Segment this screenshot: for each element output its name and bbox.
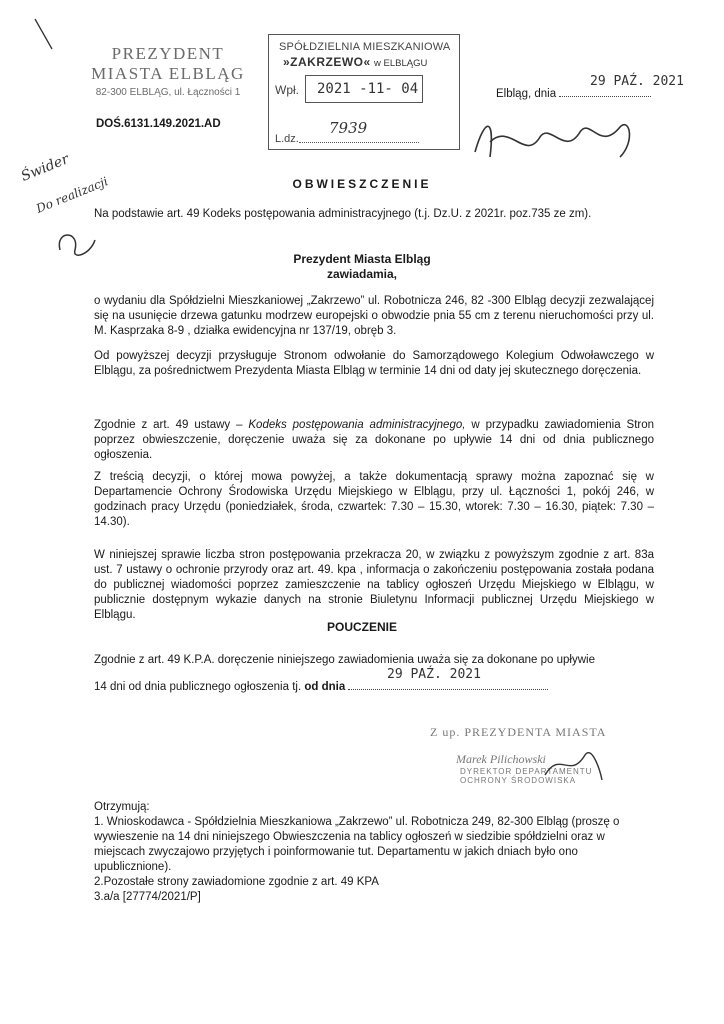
signature-role1: DYREKTOR DEPARTAMENTU [460,767,593,776]
pouczenie-line1: Zgodnie z art. 49 K.P.A. doręczenie niniejszego zawiadomienia uważa się za dokonane po upływie [94,654,595,666]
date-dotted-line [559,96,651,97]
office-header [78,44,258,100]
announcer-name: Prezydent Miasta Elbląg [293,252,431,266]
office-line2: MIASTA ELBLĄG [91,64,245,83]
office-address: 82-300 ELBLĄG, ul. Łączności 1 [95,87,241,98]
recipients-heading: Otrzymują: [94,801,150,813]
office-line1: PREZYDENT [111,44,225,63]
document-title: OBWIESZCZENIE [292,177,432,191]
stamp-line2 [283,55,427,69]
margin-note-1: Świder [18,151,72,185]
signature-authority: Z up. PREZYDENTA MIASTA [430,725,607,739]
recipients-section [94,800,654,905]
paragraph-parties: W niniejszej sprawie liczba stron postępowania przekracza 20, w związku z powyższym zgodnie z art. 83a ust. 7 ustawy o ochronie przyrody oraz art. 49. kpa , informacja o zakończeniu postępowania została podana do publicznej wiadomości poprzez zamieszczenie na tablicy ogłoszeń Urzędu Miejskiego w Elblągu, w publicznie dostępnym wykazie danych na stronie Biuletynu Informacji publicznej Urzędu Miejskiego w Elblągu. [94,549,654,621]
p3-text-b: w przypadku zawiadomienia Stron poprzez obwieszczenie, doręczenie uważa się za dokonane po upływie 14 dni od dnia publicznego ogłoszenia. [94,419,655,461]
document-date-line [496,88,651,100]
pouczenie-line2-bold: od dnia [304,681,346,693]
stamp-name: »ZAKRZEWO« [283,55,371,69]
ldz-number: 7939 [329,119,368,137]
signature-name: Marek Pilichowski [456,752,546,766]
recipient-item-2: 2.Pozostałe strony zawiadomione zgodnie z art. 49 KPA [94,876,379,888]
ldz-label: L.dz. [275,133,299,145]
handwritten-signature [470,112,640,172]
pouczenie-heading: POUCZENIE [326,620,397,634]
pouczenie-date-stamp: 29 PAŹ. 2021 [387,667,481,682]
p3-text-a: Zgodnie z art. 49 ustawy – [94,419,249,431]
paragraph-delivery [94,418,654,463]
received-date: 2021 -11- 04 [317,81,419,97]
pouczenie-line2 [94,680,654,695]
recipient-item-1: 1. Wnioskodawca - Spółdzielnia Mieszkaniowa „Zakrzewo” ul. Robotnicza 249, 82-300 Elbląg (proszę o wywieszenie na 14 dni niniejszego Obwieszczenia na tablicy ogłoszeń w siedzibie spółdzielni oraz w miejscach zwyczajowo przyjętych i poinformowanie tut. Departamentu w jakich dniach było ono upublicznione). [94,816,620,873]
recipient-item-3: 3.a/a [27774/2021/P] [94,891,201,903]
corner-mark [30,14,60,54]
legal-basis: Na podstawie art. 49 Kodeks postępowania administracyjnego (t.j. Dz.U. z 2021r. poz.735 ze zm). [94,208,592,220]
pouczenie-line2-prefix: 14 dni od dnia publicznego ogłoszenia tj. [94,681,302,693]
paragraph-documents: Z treścią decyzji, o której mowa powyżej, a także dokumentacją sprawy można zapoznać się w Departamencie Ochrony Środowiska Urzędu Miejskiego w Elblągu, przy ul. Łączności 1, pokój 246, w godzinach pracy Urzędu (poniedziałek, środa, czwartek: 7.30 – 15.30, wtorek: 7.30 – 16.30, piątek: 7.30 – 14.30). [94,471,654,528]
date-stamp: 29 PAŹ. 2021 [590,74,684,89]
announcer-verb: zawiadamia, [326,267,398,281]
received-stamp [268,34,460,150]
paragraph-decision: o wydaniu dla Spółdzielni Mieszkaniowej „Zakrzewo” ul. Robotnicza 246, 82 -300 Elbląg decyzji zezwalającej się na usunięcie drzewa gatunku modrzew europejski o obwodzie pnia 55 cm z terenu nieruchomości przy ul. M. Kasprzaka 8-9 , działka ewidencyjna nr 137/19, obręb 3. [94,295,654,337]
pouczenie-dotted-line [348,689,548,690]
stamp-city: w ELBLĄGU [374,58,428,69]
ldz-dotted-line [299,142,419,143]
reference-number: DOŚ.6131.149.2021.AD [96,118,221,130]
signature-role2: OCHRONY ŚRODOWISKA [460,776,577,785]
margin-note-2: Do realizacji [34,174,110,216]
director-signature [540,740,610,790]
p3-italic: Kodeks postępowania administracyjnego, [248,419,466,431]
received-label: Wpł. [275,83,299,97]
stamp-line1: SPÓŁDZIELNIA MIESZKANIOWA [279,41,451,53]
date-prefix: Elbląg, dnia [496,88,557,100]
paragraph-appeal: Od powyższej decyzji przysługuje Stronom odwołanie do Samorządowego Kolegium Odwoławczego w Elblągu, za pośrednictwem Prezydenta Miasta Elbląg w terminie 14 dni od daty jej skutecznego doręczenia. [94,350,654,377]
